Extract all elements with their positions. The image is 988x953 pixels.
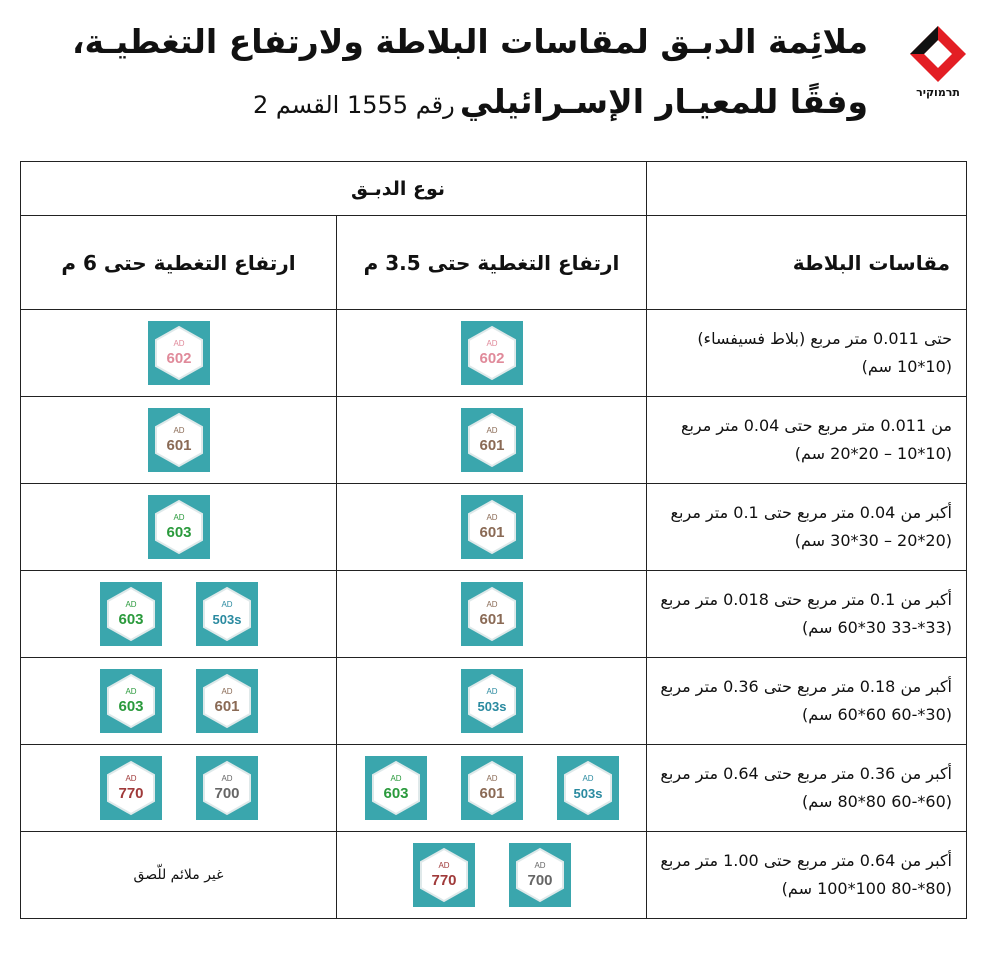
hexagon-icon — [461, 669, 523, 733]
not-suitable-text: غير ملائم للّصق — [133, 867, 224, 883]
badge-code: 601 — [478, 785, 505, 802]
hexagon-icon — [196, 756, 258, 820]
height-6-cell — [21, 745, 337, 832]
badge-ad-601 — [461, 756, 523, 820]
badge-group — [21, 582, 336, 646]
badge-code: 601 — [213, 698, 240, 715]
badge-prefix: AD — [485, 600, 498, 609]
tile-size-cell: أكبر من 0.1 متر مربع حتى 0.018 متر مربع (33*-33 30*60 سم) — [647, 571, 967, 658]
badge-group — [21, 321, 336, 385]
badge-prefix: AD — [485, 687, 498, 696]
badge-ad-601 — [461, 495, 523, 559]
table-row — [21, 310, 967, 397]
badge-code: 601 — [478, 611, 505, 628]
badge-ad-503s — [461, 669, 523, 733]
badge-ad-601 — [461, 582, 523, 646]
badge-ad-700 — [509, 843, 571, 907]
table-row — [21, 484, 967, 571]
badge-group — [21, 669, 336, 733]
title-line-2-normal: رقم 1555 القسم 2 — [252, 91, 455, 119]
title-line-2 — [253, 82, 868, 121]
badge-code: 700 — [213, 785, 240, 802]
tile-size-cell: أكبر من 0.64 متر مربع حتى 1.00 متر مربع (80*-80 100*100 سم) — [647, 832, 967, 919]
table-row — [21, 571, 967, 658]
badge-prefix: AD — [172, 339, 185, 348]
logo-text: תרמוקיר — [916, 86, 960, 99]
hexagon-icon — [509, 843, 571, 907]
hexagon-icon — [461, 321, 523, 385]
hexagon-icon — [148, 495, 210, 559]
badge-prefix: AD — [437, 861, 450, 870]
table-row — [21, 658, 967, 745]
badge-prefix: AD — [581, 774, 594, 783]
tile-size-cell: حتى 0.011 متر مربع (بلاط فسيفساء) (10*10 سم) — [647, 310, 967, 397]
badge-ad-700 — [196, 756, 258, 820]
height-3-5-cell — [337, 397, 647, 484]
badge-prefix: AD — [485, 513, 498, 522]
badge-prefix: AD — [172, 513, 185, 522]
hexagon-icon — [148, 321, 210, 385]
height-6-cell — [21, 832, 337, 919]
tile-size-cell: أكبر من 0.04 متر مربع حتى 0.1 متر مربع (20*20 – 30*30 سم) — [647, 484, 967, 571]
badge-prefix: AD — [124, 600, 137, 609]
logo-mark-icon — [908, 24, 968, 84]
header-height-3-5: ارتفاع التغطية حتى 3.5 م — [337, 216, 647, 310]
badge-code: 602 — [478, 350, 505, 367]
badge-code: 601 — [478, 437, 505, 454]
badge-prefix: AD — [533, 861, 546, 870]
adhesive-table — [20, 161, 967, 919]
badge-prefix: AD — [172, 426, 185, 435]
badge-ad-601 — [148, 408, 210, 472]
badge-code: 770 — [117, 785, 144, 802]
brand-logo — [908, 24, 968, 114]
badge-group — [337, 756, 646, 820]
badge-prefix: AD — [485, 774, 498, 783]
hexagon-icon — [196, 669, 258, 733]
badge-ad-601 — [461, 408, 523, 472]
badge-ad-602 — [461, 321, 523, 385]
header-row-columns — [21, 216, 967, 310]
badge-prefix: AD — [124, 687, 137, 696]
height-3-5-cell — [337, 832, 647, 919]
badge-code: 770 — [430, 872, 457, 889]
badge-group — [337, 408, 646, 472]
badge-group — [337, 843, 646, 907]
badge-group — [21, 756, 336, 820]
header-empty-cell — [647, 162, 967, 216]
badge-prefix: AD — [485, 426, 498, 435]
badge-ad-603 — [100, 582, 162, 646]
badge-code: 602 — [165, 350, 192, 367]
hexagon-icon — [100, 756, 162, 820]
hexagon-icon — [557, 756, 619, 820]
table-row — [21, 832, 967, 919]
badge-ad-503s — [196, 582, 258, 646]
height-6-cell — [21, 310, 337, 397]
badge-prefix: AD — [220, 774, 233, 783]
header-adhesive-type: نوع الدبـق — [21, 162, 647, 216]
badge-code: 503s — [573, 786, 602, 801]
table-row — [21, 745, 967, 832]
tile-size-cell: أكبر من 0.36 متر مربع حتى 0.64 متر مربع (60*-60 80*80 سم) — [647, 745, 967, 832]
badge-ad-603 — [148, 495, 210, 559]
hexagon-icon — [461, 756, 523, 820]
badge-code: 603 — [117, 611, 144, 628]
badge-prefix: AD — [124, 774, 137, 783]
badge-code: 603 — [165, 524, 192, 541]
height-6-cell — [21, 571, 337, 658]
hexagon-icon — [461, 582, 523, 646]
height-3-5-cell — [337, 310, 647, 397]
hexagon-icon — [100, 669, 162, 733]
title-line-1: ملائِمة الدبـق لمقاسات البلاطة ولارتفاع التغطيـة، — [71, 22, 868, 61]
badge-ad-601 — [196, 669, 258, 733]
badge-ad-603 — [100, 669, 162, 733]
hexagon-icon — [148, 408, 210, 472]
badge-group — [337, 321, 646, 385]
badge-code: 503s — [212, 612, 241, 627]
badge-ad-770 — [100, 756, 162, 820]
badge-code: 601 — [165, 437, 192, 454]
badge-prefix: AD — [220, 600, 233, 609]
hexagon-icon — [365, 756, 427, 820]
badge-group — [337, 582, 646, 646]
tile-size-cell: أكبر من 0.18 متر مربع حتى 0.36 متر مربع (30*-60 60*60 سم) — [647, 658, 967, 745]
height-6-cell — [21, 484, 337, 571]
badge-code: 603 — [117, 698, 144, 715]
height-6-cell — [21, 397, 337, 484]
height-6-cell — [21, 658, 337, 745]
table-row — [21, 397, 967, 484]
height-3-5-cell — [337, 745, 647, 832]
height-3-5-cell — [337, 571, 647, 658]
tile-size-cell: من 0.011 متر مربع حتى 0.04 متر مربع (10*10 – 20*20 سم) — [647, 397, 967, 484]
hexagon-icon — [461, 408, 523, 472]
badge-prefix: AD — [485, 339, 498, 348]
badge-ad-603 — [365, 756, 427, 820]
header-tile-size: مقاسات البلاطة — [647, 216, 967, 310]
badge-ad-770 — [413, 843, 475, 907]
badge-ad-602 — [148, 321, 210, 385]
badge-group — [337, 669, 646, 733]
badge-code: 601 — [478, 524, 505, 541]
badge-code: 603 — [382, 785, 409, 802]
height-3-5-cell — [337, 484, 647, 571]
badge-prefix: AD — [220, 687, 233, 696]
hexagon-icon — [413, 843, 475, 907]
badge-ad-503s — [557, 756, 619, 820]
hexagon-icon — [100, 582, 162, 646]
badge-code: 503s — [477, 699, 506, 714]
title-line-2-bold: وفقًا للمعيـار الإسـرائيلي — [459, 82, 868, 121]
badge-code: 700 — [526, 872, 553, 889]
badge-group — [21, 408, 336, 472]
badge-group — [337, 495, 646, 559]
badge-prefix: AD — [389, 774, 402, 783]
badge-group — [21, 495, 336, 559]
header-height-6: ارتفاع التغطية حتى 6 م — [21, 216, 337, 310]
hexagon-icon — [461, 495, 523, 559]
height-3-5-cell — [337, 658, 647, 745]
hexagon-icon — [196, 582, 258, 646]
header-row-type — [21, 162, 967, 216]
